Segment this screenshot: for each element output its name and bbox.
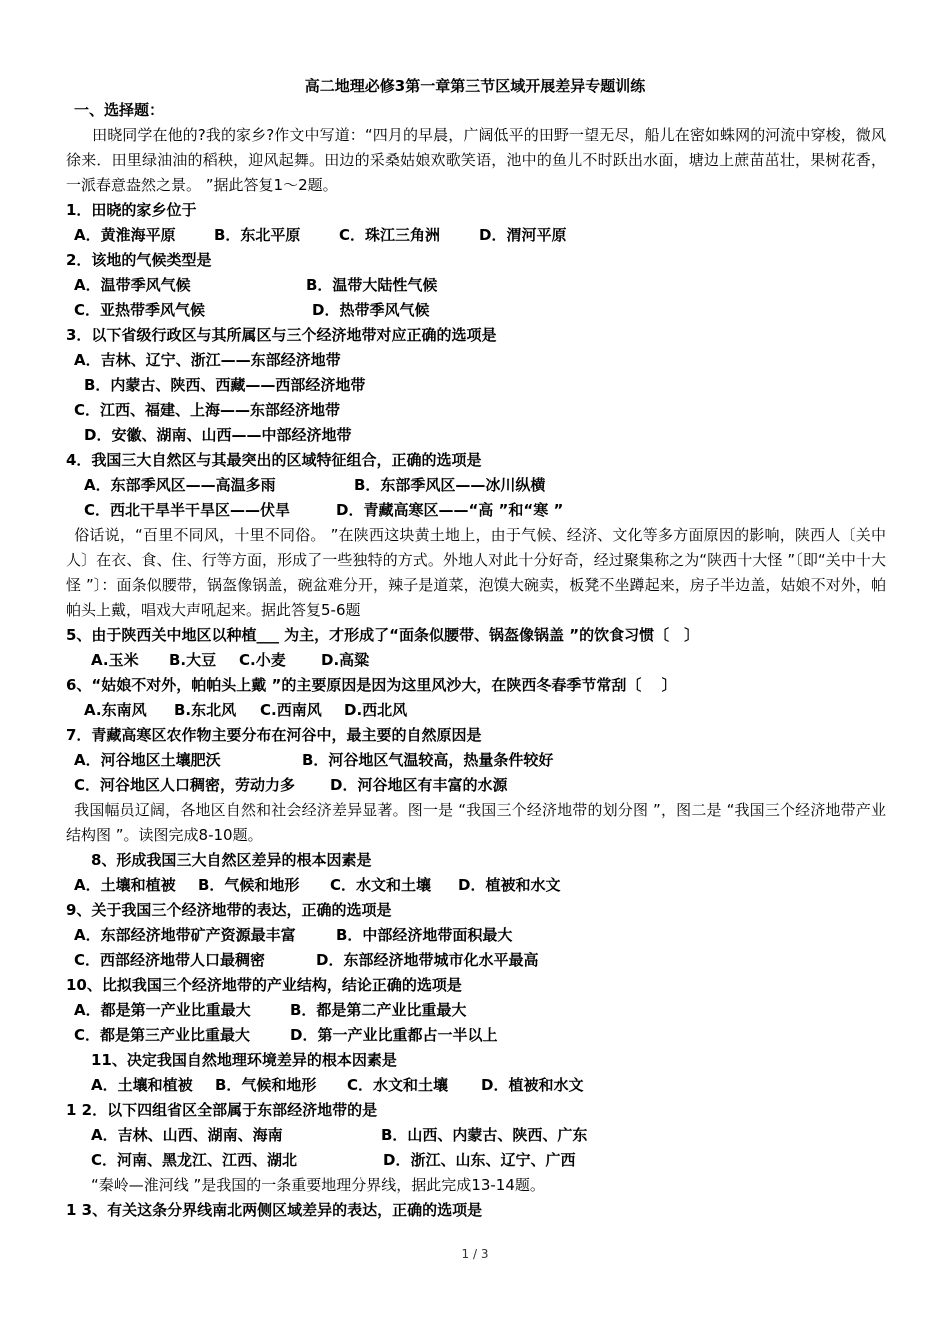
question-4-options-row1 <box>66 473 886 498</box>
q1-option-d: D．渭河平原 <box>479 226 567 244</box>
q1-option-c: C．珠江三角洲 <box>339 226 441 244</box>
passage-1-text: 田晓同学在他的?我的家乡?作文中写道：“四月的早晨，广阔低平的田野一望无尽，船儿在密如蛛网的河流中穿梭，微风徐来．田里绿油油的稻秧，迎风起舞。田边的采桑姑娘欢歌笑语，池中的鱼儿不时跃出水面，塘边上蔗苗茁壮，果树花香，一派春意盎然之景。 ”据此答复1～2题。 <box>66 126 886 194</box>
q8-option-b: B．气候和地形 <box>198 876 300 894</box>
question-9-stem: 9、关于我国三个经济地带的表达，正确的选项是 <box>66 901 392 919</box>
question-8-options <box>66 873 886 898</box>
question-9-options-row2 <box>66 948 886 973</box>
q4-option-a: A．东部季风区——高温多雨 <box>84 476 276 494</box>
q7-option-d: D．河谷地区有丰富的水源 <box>330 776 508 794</box>
question-9-options-row1 <box>66 923 886 948</box>
q4-option-b: B．东部季风区——冰川纵横 <box>354 476 546 494</box>
q5-option-d: D.高粱 <box>321 651 370 669</box>
document-title: 高二地理必修3第一章第三节区域开展差异专题训练 <box>304 77 646 95</box>
question-11-stem: 11、决定我国自然地理环境差异的根本因素是 <box>91 1051 397 1069</box>
question-12-options-row2 <box>66 1148 886 1173</box>
question-7-options-row1 <box>66 748 886 773</box>
q7-option-b: B．河谷地区气温较高，热量条件较好 <box>302 751 554 769</box>
question-4-options-row2 <box>66 498 886 523</box>
q6-option-a: A.东南风 <box>84 701 147 719</box>
passage-3-text: 我国幅员辽阔，各地区自然和社会经济差异显著。图一是 “我国三个经济地带的划分图 ”，图二是 “我国三个经济地带产业结构图 ”。读图完成8-10题。 <box>66 801 886 844</box>
q3-option-a: A．吉林、辽宁、浙江——东部经济地带 <box>74 351 341 369</box>
question-2-options-row1 <box>66 273 886 298</box>
q8-option-c: C．水文和土壤 <box>330 876 432 894</box>
q9-option-c: C．西部经济地带人口最稠密 <box>74 951 266 969</box>
document-body <box>66 98 886 1223</box>
q2-option-d: D．热带季风气候 <box>312 301 430 319</box>
q1-option-b: B．东北平原 <box>214 226 301 244</box>
question-10-stem: 10、比拟我国三个经济地带的产业结构，结论正确的选项是 <box>66 976 462 994</box>
q5-option-c: C.小麦 <box>239 651 286 669</box>
question-13-stem: 1 3、有关这条分界线南北两侧区域差异的表达，正确的选项是 <box>66 1201 483 1219</box>
q5-option-a: A.玉米 <box>91 651 139 669</box>
q9-option-d: D．东部经济地带城市化水平最高 <box>316 951 539 969</box>
question-2-stem: 2．该地的气候类型是 <box>66 251 212 269</box>
q2-option-c: C．亚热带季风气候 <box>74 301 206 319</box>
question-10-options-row1 <box>66 998 886 1023</box>
question-7-stem: 7．青藏高寒区农作物主要分布在河谷中，最主要的自然原因是 <box>66 726 482 744</box>
q6-option-b: B.东北风 <box>174 701 237 719</box>
q3-option-b: B．内蒙古、陕西、西藏——西部经济地带 <box>84 376 366 394</box>
q7-option-c: C．河谷地区人口稠密，劳动力多 <box>74 776 296 794</box>
passage-1 <box>66 123 886 198</box>
passage-3 <box>66 798 886 848</box>
passage-2 <box>66 523 886 623</box>
q4-option-d: D．青藏高寒区——“高 ”和“寒 ” <box>336 501 564 519</box>
q7-option-a: A．河谷地区土壤肥沃 <box>74 751 221 769</box>
question-12-options-row1 <box>66 1123 886 1148</box>
q2-option-b: B．温带大陆性气候 <box>306 276 438 294</box>
q12-option-a: A．吉林、山西、湖南、海南 <box>91 1126 283 1144</box>
passage-4: “秦岭—淮河线 ”是我国的一条重要地理分界线，据此完成13-14题。 <box>91 1176 545 1194</box>
q11-option-a: A．土壤和植被 <box>91 1076 193 1094</box>
q8-option-a: A．土壤和植被 <box>74 876 176 894</box>
q1-option-a: A．黄淮海平原 <box>74 226 176 244</box>
q11-option-d: D．植被和水文 <box>481 1076 584 1094</box>
question-6-stem: 6、“姑娘不对外，帕帕头上戴 ”的主要原因是因为这里风沙大，在陕西冬春季节常刮〔 〕 <box>66 676 677 694</box>
question-4-stem: 4．我国三大自然区与其最突出的区域特征组合，正确的选项是 <box>66 451 482 469</box>
question-1-stem: 1．田晓的家乡位于 <box>66 201 197 219</box>
section-heading: 一、选择题： <box>74 101 165 119</box>
q12-option-c: C．河南、黑龙江、江西、湖北 <box>91 1151 298 1169</box>
q8-option-d: D．植被和水文 <box>458 876 561 894</box>
passage-2-text: 俗话说，“百里不同风，十里不同俗。 ”在陕西这块黄土地上，由于气候、经济、文化等多方面原因的影响，陕西人〔关中人〕在衣、食、住、行等方面，形成了一些独特的方式。外地人对此十分好奇，经过聚集称之为“陕西十大怪 ”〔即“关中十大怪 ”〕：面条似腰带，锅盔像锅盖，碗盆难分开，辣子是道菜，泡馍大碗卖，板凳不坐蹲起来，房子半边盖，姑娘不对外，帕帕头上戴，唱戏大声吼起来。据此答复5-6题 <box>66 526 886 619</box>
q6-option-d: D.西北风 <box>344 701 408 719</box>
q9-option-b: B．中部经济地带面积最大 <box>336 926 513 944</box>
q10-option-b: B．都是第二产业比重最大 <box>290 1001 467 1019</box>
q11-option-c: C．水文和土壤 <box>347 1076 449 1094</box>
q12-option-d: D．浙江、山东、辽宁、广西 <box>383 1151 576 1169</box>
question-7-options-row2 <box>66 773 886 798</box>
q9-option-a: A．东部经济地带矿产资源最丰富 <box>74 926 296 944</box>
question-5-options <box>66 648 886 673</box>
question-10-options-row2 <box>66 1023 886 1048</box>
question-1-options <box>66 223 886 248</box>
q10-option-c: C．都是第三产业比重最大 <box>74 1026 251 1044</box>
q2-option-a: A．温带季风气候 <box>74 276 191 294</box>
question-12-stem: 1 2．以下四组省区全部属于东部经济地带的是 <box>66 1101 378 1119</box>
q5-option-b: B.大豆 <box>169 651 217 669</box>
q12-option-b: B．山西、内蒙古、陕西、广东 <box>381 1126 588 1144</box>
q3-option-d: D．安徽、湖南、山西——中部经济地带 <box>84 426 352 444</box>
question-8-stem: 8、形成我国三大自然区差异的根本因素是 <box>91 851 372 869</box>
q11-option-b: B．气候和地形 <box>215 1076 317 1094</box>
question-5-stem: 5、由于陕西关中地区以种植___ 为主，才形成了“面条似腰带、锅盔像锅盖 ”的饮食习惯〔 〕 <box>66 626 700 644</box>
page-number: 1 / 3 <box>461 1247 489 1261</box>
q3-option-c: C．江西、福建、上海——东部经济地带 <box>74 401 341 419</box>
question-3-stem: 3．以下省级行政区与其所属区与三个经济地带对应正确的选项是 <box>66 326 497 344</box>
q4-option-c: C．西北干旱半干旱区——伏旱 <box>84 501 291 519</box>
q10-option-d: D．第一产业比重都占一半以上 <box>290 1026 498 1044</box>
question-11-options <box>66 1073 886 1098</box>
q10-option-a: A．都是第一产业比重最大 <box>74 1001 251 1019</box>
q6-option-c: C.西南风 <box>260 701 322 719</box>
question-6-options <box>66 698 886 723</box>
question-2-options-row2 <box>66 298 886 323</box>
